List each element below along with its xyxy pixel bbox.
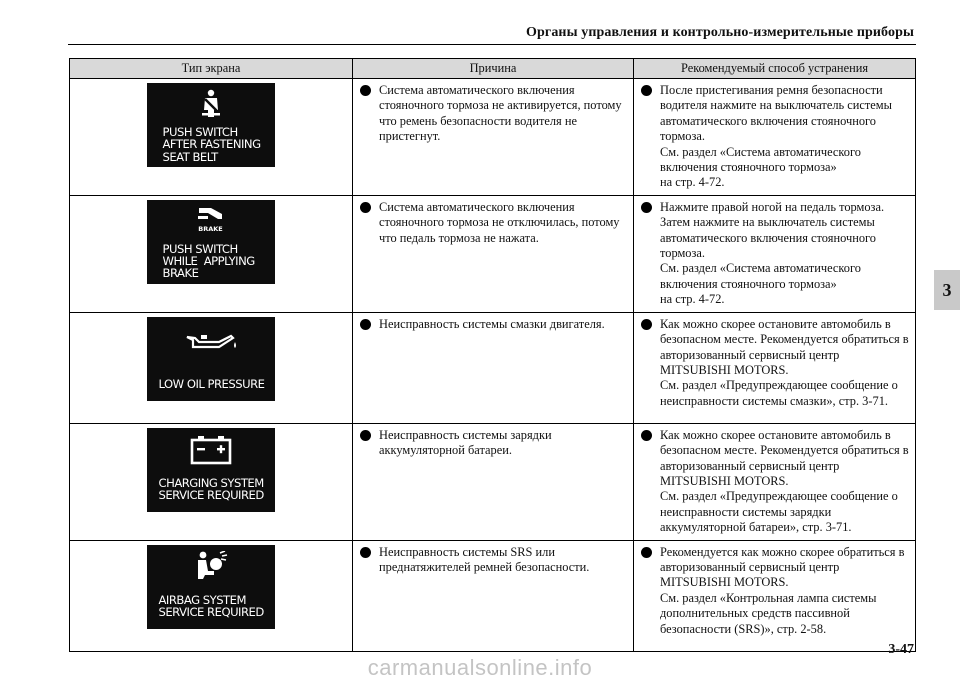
table-header-row <box>70 59 916 79</box>
table-row <box>70 79 916 196</box>
bullet-icon <box>641 319 652 330</box>
column-header-cause: Причина <box>353 59 634 79</box>
cause-text: Система автоматического включения стояночного тормоза не отключилась, потому что педаль тормоза не нажата. <box>379 199 620 245</box>
display-screen <box>147 428 275 512</box>
bullet-icon <box>360 319 371 330</box>
screen-message: PUSH SWITCH WHILE APPLYING BRAKE <box>162 241 255 281</box>
cause-cell <box>353 195 634 312</box>
cause-cell <box>353 423 634 540</box>
bullet-icon <box>641 85 652 96</box>
oil-can-icon <box>147 330 275 356</box>
remedy-cell <box>634 540 916 651</box>
bullet-icon <box>641 202 652 213</box>
bullet-icon <box>360 85 371 96</box>
display-screen <box>147 200 275 284</box>
remedy-text: Как можно скорее остановите автомобиль в безопасном месте. Рекомендуется обратиться в авторизованный сервисный центр MITSUBISHI MOTORS. См. раздел «Предупреждающее сообщение о неисправности системы смазки», стр. 3-71. <box>660 316 909 408</box>
cause-text: Система автоматического включения стояночного тормоза не активируется, потому что ремень безопасности водителя не пристегнут. <box>379 83 622 144</box>
screen-message: PUSH SWITCH AFTER FASTENING SEAT BELT <box>162 124 261 164</box>
brake-pedal-icon <box>147 205 275 233</box>
screen-message: CHARGING SYSTEM SERVICE REQUIRED <box>158 475 264 503</box>
table-row <box>70 195 916 312</box>
display-screen <box>147 317 275 401</box>
screen-type-cell <box>70 540 353 651</box>
cause-cell <box>353 312 634 423</box>
battery-icon <box>147 435 275 469</box>
chapter-tab: 3 <box>934 270 960 310</box>
cause-text: Неисправность системы зарядки аккумуляторной батареи. <box>379 427 552 458</box>
remedy-text: Рекомендуется как можно скорее обратиться в авторизованный сервисный центр MITSUBISHI MOTORS. См. раздел «Контрольная лампа системы дополнительных средств пассивной безопасности (SRS)», стр. 2-58. <box>660 544 905 636</box>
table-row <box>70 312 916 423</box>
warning-messages-table <box>69 58 916 652</box>
remedy-text: После пристегивания ремня безопасности водителя нажмите на выключатель системы автоматического включения стояночного тормоза. См. раздел «Система автоматического включения стояночного тормоза» на стр. 4-72. <box>660 83 892 190</box>
header-rule <box>68 44 916 45</box>
bullet-icon <box>360 547 371 558</box>
remedy-cell <box>634 312 916 423</box>
screen-message: LOW OIL PRESSURE <box>158 377 265 392</box>
remedy-text: Нажмите правой ногой на педаль тормоза. Затем нажмите на выключатель системы автоматического включения стояночного тормоза. См. раздел «Система автоматического включения стояночного тормоза» на стр. 4-72. <box>660 199 885 307</box>
column-header-screen-type: Тип экрана <box>70 59 353 79</box>
table-row <box>70 423 916 540</box>
screen-type-cell <box>70 423 353 540</box>
remedy-text: Как можно скорее остановите автомобиль в безопасном месте. Рекомендуется обратиться в авторизованный сервисный центр MITSUBISHI MOTORS. См. раздел «Предупреждающее сообщение о неисправности системы зарядки аккумуляторной батареи», стр. 3-71. <box>660 427 909 535</box>
page-header-title: Органы управления и контрольно-измерительные приборы <box>526 25 914 40</box>
airbag-icon <box>147 551 275 585</box>
bullet-icon <box>360 202 371 213</box>
remedy-cell <box>634 79 916 196</box>
seatbelt-icon <box>147 89 275 123</box>
brake-icon-label: BRAKE <box>198 225 223 234</box>
table-row <box>70 540 916 651</box>
screen-message: AIRBAG SYSTEM SERVICE REQUIRED <box>158 592 264 620</box>
bullet-icon <box>641 430 652 441</box>
cause-text: Неисправность системы смазки двигателя. <box>379 316 605 331</box>
display-screen <box>147 83 275 167</box>
bullet-icon <box>360 430 371 441</box>
bullet-icon <box>641 547 652 558</box>
cause-cell <box>353 79 634 196</box>
screen-type-cell <box>70 312 353 423</box>
screen-type-cell <box>70 79 353 196</box>
cause-cell <box>353 540 634 651</box>
display-screen <box>147 545 275 629</box>
watermark: carmanualsonline.info <box>367 655 593 680</box>
page-number: 3-47 <box>888 642 914 657</box>
screen-type-cell <box>70 195 353 312</box>
remedy-cell <box>634 423 916 540</box>
cause-text: Неисправность системы SRS или преднатяжителей ремней безопасности. <box>379 544 590 574</box>
remedy-cell <box>634 195 916 312</box>
column-header-remedy: Рекомендуемый способ устранения <box>634 59 916 79</box>
